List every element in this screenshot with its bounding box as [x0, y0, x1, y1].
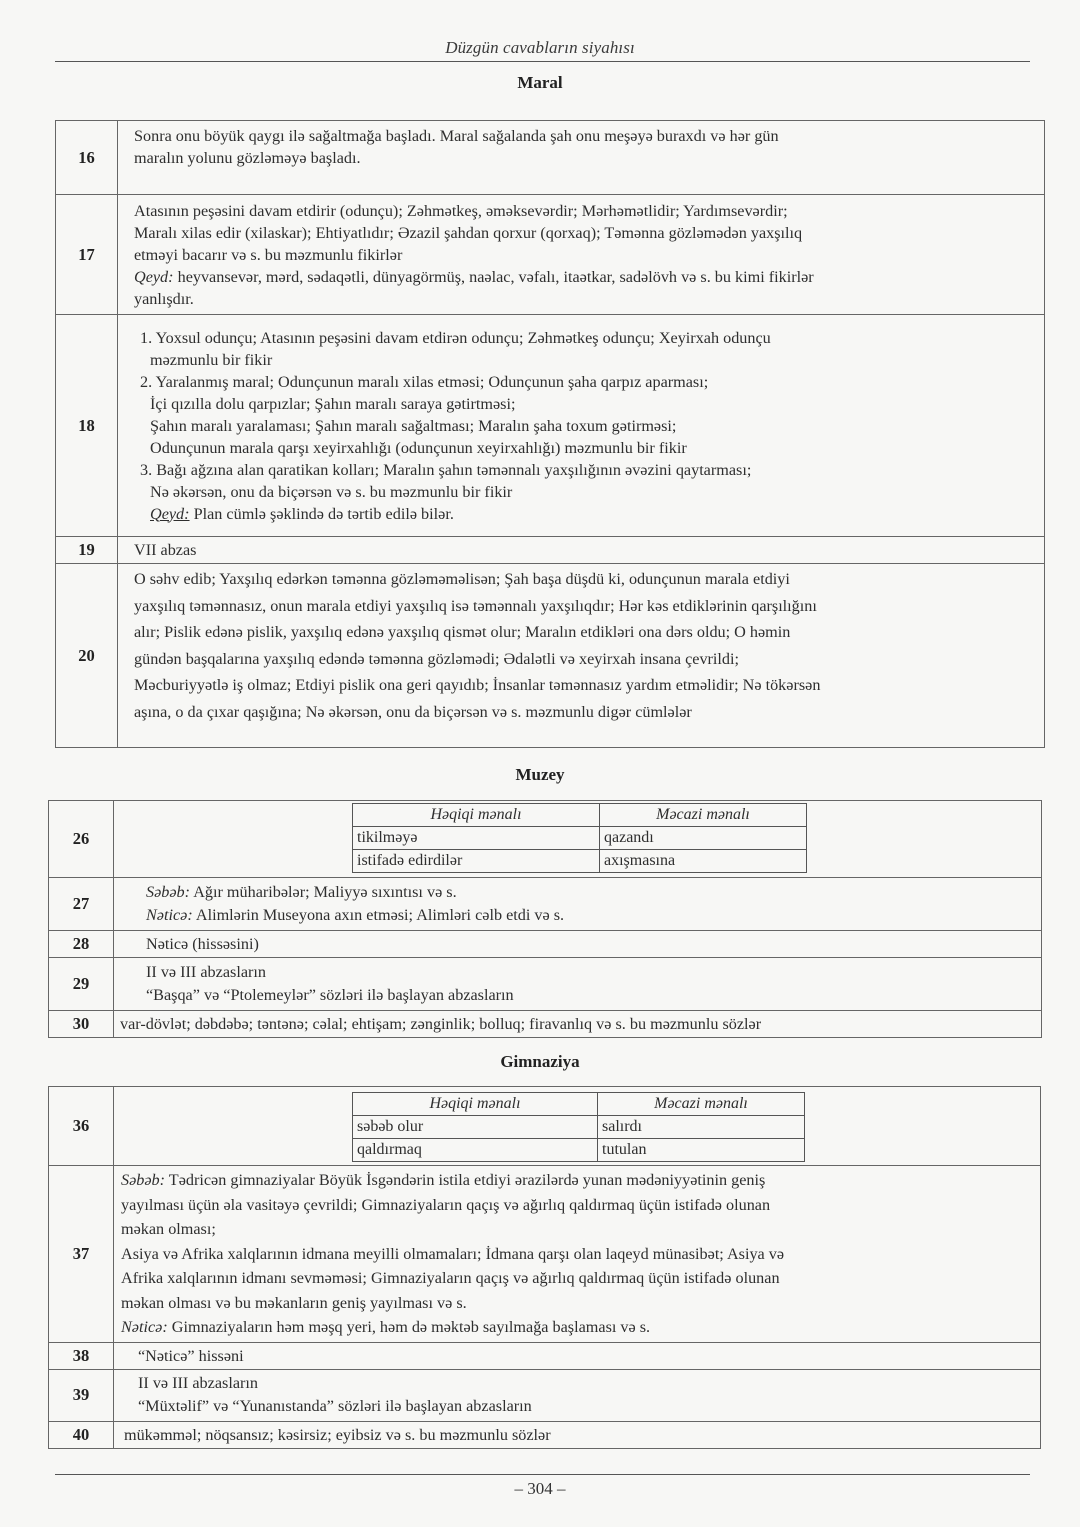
column-header: Həqiqi mənalı [353, 1093, 598, 1116]
answer-row [49, 1011, 1042, 1038]
answer-row [49, 958, 1042, 1011]
answer-text: 1. Yoxsul odunçu; Atasının peşəsini davam etdirən odunçu; Zəhmətkeş odunçu; Xeyirxah odunçu məzmunlu bir fikir 2. Yaralanmış maral; Odunçunun maralı xilas etməsi; Odunçunun şaha qarpız aparması; İçi qızılla dolu qarpızlar; Şahın maralı saraya gətirtməsi; Şahın maralı yaralaması; Şahın maralı sağaltması; Maralın şaha toxum gətirməsi; Odunçunun marala qarşı xeyirxahlığı (odunçunun xeyirxahlığı) məzmunlu bir fikir 3. Bağı ağzına alan qaratikan kolları; Maralın şahın təmənnalı yaxşılığının əvəzini qaytarması; Nə əkərsən, onu da biçərsən və s. bu məzmunlu bir fikir Qeyd: Plan cümlə şəklində də tərtib edilə bilər. [118, 315, 1045, 537]
question-number: 18 [56, 315, 118, 537]
table-cell: axışmasına [600, 850, 807, 873]
answer-text: Atasının peşəsini davam etdirir (odunçu); Zəhmətkeş, əməksevərdir; Mərhəmətlidir; Yardımsevərdir; Maralı xilas edir (xilaskar); Ehtiyatlıdır; Əzazil şahdan qorxur (qorxaq); Təmənna gözləmədən yaxşılıq etməyi bacarır və s. bu məzmunlu fikirlər Qeyd: heyvansevər, mərd, sədaqətli, dünyagörmüş, naəlac, vəfalı, itaətkar, sadəlövh və s. bu kimi fikirlər yanlışdır. [118, 195, 1045, 315]
question-number: 37 [49, 1166, 114, 1343]
column-header: Məcazi mənalı [600, 804, 807, 827]
answer-row [56, 315, 1045, 537]
question-number: 28 [49, 931, 114, 958]
table-cell: istifadə edirdilər [353, 850, 600, 873]
table-cell: tutulan [598, 1139, 805, 1162]
question-number: 29 [49, 958, 114, 1011]
note: Qeyd: heyvansevər, mərd, sədaqətli, dünyagörmüş, naəlac, vəfalı, itaətkar, sadəlövh və s. bu kimi fikirlər [134, 267, 814, 286]
plan-item: 1. Yoxsul odunçu; Atasının peşəsini davam etdirən odunçu; Zəhmətkeş odunçu; Xeyirxah odunçu [140, 328, 771, 347]
word-meaning-table-muzey [352, 803, 807, 873]
answer-text: Sonra onu böyük qaygı ilə sağaltmağa başladı. Maral sağalanda şah onu meşəyə buraxdı və hər gün maralın yolunu gözləməyə başladı. [118, 121, 1045, 195]
answer-text: var-dövlət; dəbdəbə; təntənə; cəlal; ehtişam; zənginlik; bolluq; firavanlıq və s. bu məzmunlu sözlər [114, 1011, 1042, 1038]
answer-row [56, 195, 1045, 315]
answer-row [56, 564, 1045, 748]
section-title-gimnaziya: Gimnaziya [500, 1052, 580, 1071]
question-number: 38 [49, 1342, 114, 1369]
running-head: Düzgün cavabların siyahısı [445, 38, 635, 57]
answer-row [49, 931, 1042, 958]
question-number: 26 [49, 801, 114, 878]
table-cell: salırdı [598, 1116, 805, 1139]
answer-text: II və III abzasların “Başqa” və “Ptolemeylər” sözləri ilə başlayan abzasların [114, 958, 1042, 1011]
answer-text: mükəmməl; nöqsansız; kəsirsiz; eyibsiz və s. bu məzmunlu sözlər [114, 1421, 1041, 1448]
footer-rule [55, 1474, 1030, 1475]
page-number: – 304 – [514, 1479, 566, 1498]
question-number: 17 [56, 195, 118, 315]
answer-row [49, 1342, 1041, 1369]
question-number: 16 [56, 121, 118, 195]
question-number: 30 [49, 1011, 114, 1038]
column-header: Həqiqi mənalı [353, 804, 600, 827]
answer-row [49, 878, 1042, 931]
answer-text: Nəticə (hissəsini) [114, 931, 1042, 958]
answer-text: Səbəb: Ağır müharibələr; Maliyyə sıxıntısı və s. Nəticə: Alimlərin Museyona axın etməsi; Alimləri cəlb etdi və s. [114, 878, 1042, 931]
table-cell: qazandı [600, 827, 807, 850]
question-number: 27 [49, 878, 114, 931]
answer-row [49, 1421, 1041, 1448]
answer-text: “Nəticə” hissəni [114, 1342, 1041, 1369]
question-number: 19 [56, 537, 118, 564]
answer-row [56, 121, 1045, 195]
plan-item: 3. Bağı ağzına alan qaratikan kolları; Maralın şahın təmənnalı yaxşılığının əvəzini qaytarması; [140, 460, 752, 479]
question-number: 20 [56, 564, 118, 748]
table-cell: tikilməyə [353, 827, 600, 850]
plan-item: 2. Yaralanmış maral; Odunçunun maralı xilas etməsi; Odunçunun şaha qarpız aparması; [140, 372, 709, 391]
question-number: 36 [49, 1087, 114, 1166]
question-number: 39 [49, 1369, 114, 1421]
table-cell: qaldırmaq [353, 1139, 598, 1162]
answer-table-maral [55, 120, 1045, 748]
table-cell: səbəb olur [353, 1116, 598, 1139]
column-header: Məcazi mənalı [598, 1093, 805, 1116]
answer-row [56, 537, 1045, 564]
answer-row [49, 1166, 1041, 1343]
header-rule [55, 61, 1030, 62]
word-meaning-table-gimnaziya [352, 1092, 805, 1162]
answer-text: VII abzas [118, 537, 1045, 564]
answer-text: O səhv edib; Yaxşılıq edərkən təmənna gözləməməlisən; Şah başa düşdü ki, odunçunun marala etdiyi yaxşılıq təmənnasız, onun marala etdiyi yaxşılıq isə təmənnalı yaxşılıqdır; Hər kəs etdiklərinin qarşılığını alır; Pislik edənə pislik, yaxşılıq edənə yaxşılıq qismət olur; Maralın etdikləri ona dərs oldu; O həmin gündən başqalarına yaxşılıq edəndə təmənna gözləmədi; Ədalətli və xeyirxah insana çevrildi; Məcburiyyətlə iş olmaz; Etdiyi pislik ona geri qayıdıb; İnsanlar təmənnasız yardım etməlidir; Nə tökərsən aşına, o da çıxar qaşığına; Nə əkərsən, onu da biçərsən və s. məzmunlu digər cümlələr [118, 564, 1045, 748]
question-number: 40 [49, 1421, 114, 1448]
section-title-muzey: Muzey [515, 765, 565, 784]
answer-row [49, 1369, 1041, 1421]
answer-text: II və III abzasların “Müxtəlif” və “Yunanıstanda” sözləri ilə başlayan abzasların [114, 1369, 1041, 1421]
answer-text: Səbəb: Tədricən gimnaziyalar Böyük İsgəndərin istila etdiyi ərazilərdə yunan mədəniyyətinin geniş yayılması üçün əla vasitəyə çevrildi; Gimnaziyaların qaçış və ağırlıq qaldırmaq üçün istifadə olunan məkan olması; Asiya və Afrika xalqlarının idmana meyilli olmamaları; İdmana qarşı olan laqeyd münasibət; Asiya və Afrika xalqlarının idmanı sevməməsi; Gimnaziyaların qaçış və ağırlıq qaldırmaq üçün istifadə olunan məkan olması və bu məkanların geniş yayılması və s. Nəticə: Gimnaziyaların həm məşq yeri, həm də məktəb sayılmağa başlaması və s. [114, 1166, 1041, 1343]
note: Qeyd: Plan cümlə şəklində də tərtib edilə bilər. [150, 504, 454, 523]
section-title-maral: Maral [517, 73, 563, 92]
